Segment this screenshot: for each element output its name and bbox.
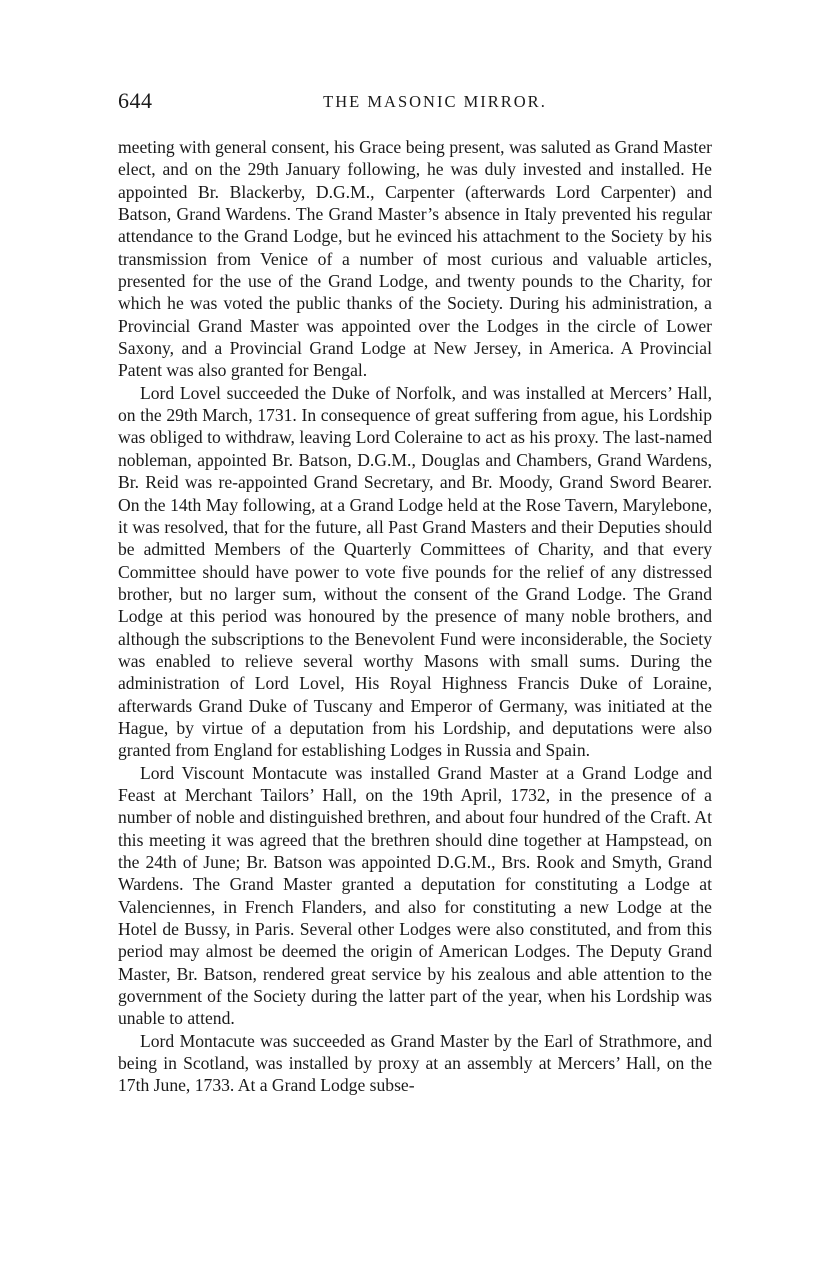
page-header	[118, 88, 712, 124]
paragraph-earl-of-strathmore: Lord Montacute was succeeded as Grand Master by the Earl of Strathmore, and being in Scotland, was installed by proxy at an assembly at Mercers’ Hall, on the 17th June, 1733. At a Grand Lodge subse-	[118, 1030, 712, 1096]
paragraph-lord-lovel: Lord Lovel succeeded the Duke of Norfolk, and was installed at Mercers’ Hall, on the 29th March, 1731. In consequence of great suffering from ague, his Lordship was obliged to withdraw, leaving Lord Coleraine to act as his proxy. The last-named nobleman, appointed Br. Batson, D.G.M., Douglas and Chambers, Grand Wardens, Br. Reid was re-appointed Grand Secretary, and Br. Moody, Grand Sword Bearer. On the 14th May following, at a Grand Lodge held at the Rose Tavern, Marylebone, it was resolved, that for the future, all Past Grand Masters and their Deputies should be admitted Members of the Quarterly Committees of Charity, and that every Committee should have power to vote five pounds for the relief of any distressed brother, but no larger sum, without the consent of the Grand Lodge. The Grand Lodge at this period was honoured by the presence of many noble brothers, and although the subscriptions to the Benevolent Fund were inconsiderable, the Society was enabled to relieve several worthy Masons with small sums. During the administration of Lord Lovel, His Royal Highness Francis Duke of Loraine, afterwards Grand Duke of Tuscany and Emperor of Germany, was initiated at the Hague, by virtue of a deputation from his Lordship, and deputations were also granted from England for establishing Lodges in Russia and Spain.	[118, 382, 712, 761]
body-text	[118, 136, 712, 1097]
book-page	[118, 88, 712, 1097]
paragraph-continued: meeting with general consent, his Grace being present, was saluted as Grand Master elect, and on the 29th January following, he was duly invested and installed. He appointed Br. Blackerby, D.G.M., Carpenter (afterwards Lord Carpenter) and Batson, Grand Wardens. The Grand Master’s absence in Italy prevented his regular attendance to the Grand Lodge, but he evinced his attachment to the Society by his transmission from Venice of a number of most curious and valuable articles, presented for the use of the Grand Lodge, and twenty pounds to the Charity, for which he was voted the public thanks of the Society. During his administration, a Provincial Grand Master was appointed over the Lodges in the circle of Lower Saxony, and a Provincial Grand Lodge at New Jersey, in America. A Provincial Patent was also granted for Bengal.	[118, 137, 712, 381]
page-number: 644	[118, 88, 153, 113]
paragraph-lord-montacute: Lord Viscount Montacute was installed Grand Master at a Grand Lodge and Feast at Merchant Tailors’ Hall, on the 19th April, 1732, in the presence of a number of noble and distinguished brethren, and about four hundred of the Craft. At this meeting it was agreed that the brethren should dine together at Hampstead, on the 24th of June; Br. Batson was appointed D.G.M., Brs. Rook and Smyth, Grand Wardens. The Grand Master granted a deputation for constituting a Lodge at Valenciennes, in French Flanders, and also for constituting a new Lodge at the Hotel de Bussy, in Paris. Several other Lodges were also constituted, and from this period may almost be deemed the origin of American Lodges. The Deputy Grand Master, Br. Batson, rendered great service by his zealous and able attention to the government of the Society during the latter part of the year, when his Lordship was unable to attend.	[118, 762, 712, 1029]
running-title: THE MASONIC MIRROR.	[323, 92, 547, 111]
